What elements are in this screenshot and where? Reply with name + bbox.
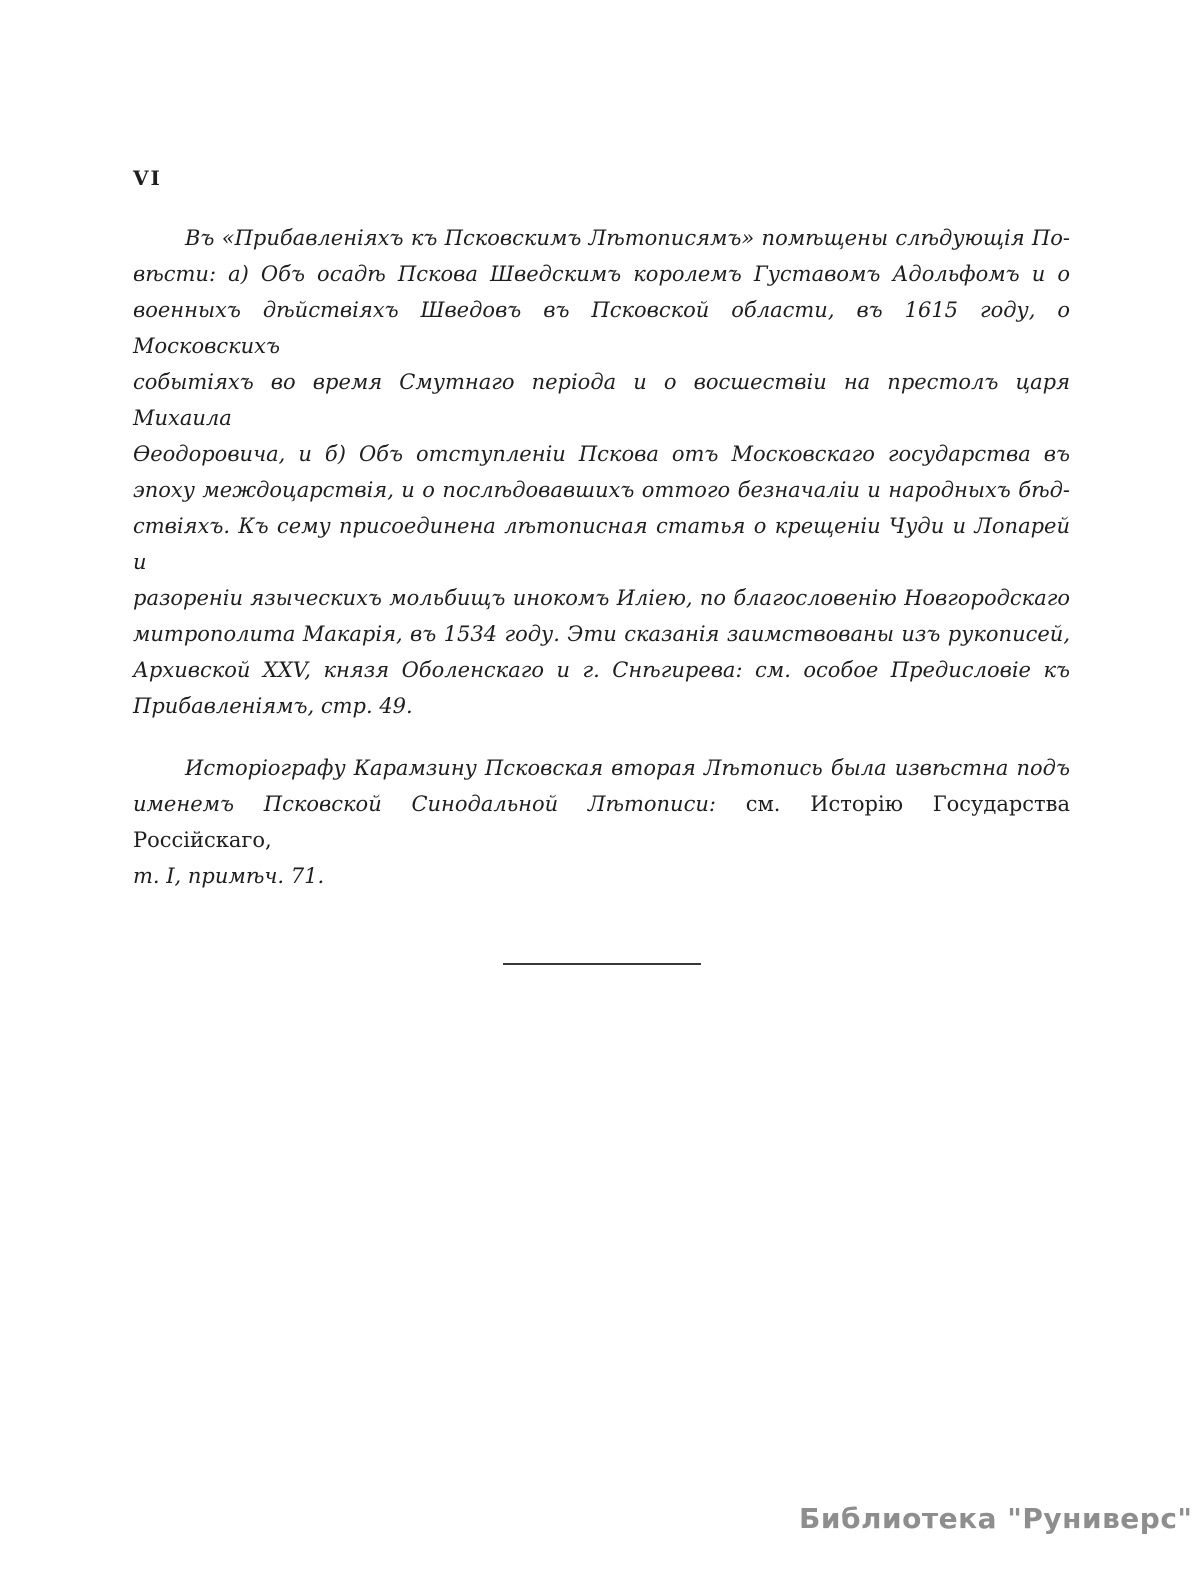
section-divider-rule [503, 963, 701, 965]
text-line: Архивской XXV, князя Оболенскаго и г. Снѣгирева: см. особое Предисловіе къ [133, 658, 1070, 682]
italic-text-segment: именемъ Псковской Синодальной Лѣтописи: [133, 792, 746, 816]
text-line: т. I, примѣч. 71. [133, 864, 325, 888]
text-line: Прибавленіямъ, стр. 49. [133, 694, 413, 718]
text-line: митрополита Макарія, въ 1534 году. Эти сказанія заимствованы изъ рукописей, [133, 622, 1070, 646]
text-block [133, 220, 1070, 894]
text-line: военныхъ дѣйствіяхъ Шведовъ въ Псковской области, въ 1615 году, о Московскихъ [133, 298, 1070, 358]
library-watermark: Библиотека "Руниверс" [799, 1502, 1193, 1535]
text-line: эпоху междоцарствія, и о послѣдовавшихъ оттого безначаліи и народныхъ бѣд- [133, 478, 1070, 502]
text-line: Въ «Прибавленіяхъ къ Псковскимъ Лѣтописямъ» помѣщены слѣдующія По- [185, 226, 1070, 250]
roman-text-segment: см. Исторію Государства Россійскаго, [133, 792, 1071, 852]
text-line [133, 786, 1070, 858]
paragraph-karamzin-note [133, 750, 1070, 894]
text-line: разореніи языческихъ мольбищъ инокомъ Иліею, по благословенію Новгородскаго [133, 586, 1070, 610]
text-line: Исторіографу Карамзину Псковская вторая Лѣтопись была извѣстна подъ [185, 756, 1070, 780]
text-line: Ѳеодоровича, и б) Объ отступленіи Пскова отъ Московскаго государства въ [133, 442, 1070, 466]
paragraph-additions-note [133, 220, 1070, 724]
text-line: ствіяхъ. Къ сему присоединена лѣтописная статья о крещеніи Чуди и Лопарей и [133, 514, 1070, 574]
page-number: VI [133, 166, 162, 190]
text-line: вѣсти: а) Объ осадѣ Пскова Шведскимъ королемъ Густавомъ Адольфомъ и о [133, 262, 1070, 286]
text-line: событіяхъ во время Смутнаго періода и о восшествіи на престолъ царя Михаила [133, 370, 1070, 430]
